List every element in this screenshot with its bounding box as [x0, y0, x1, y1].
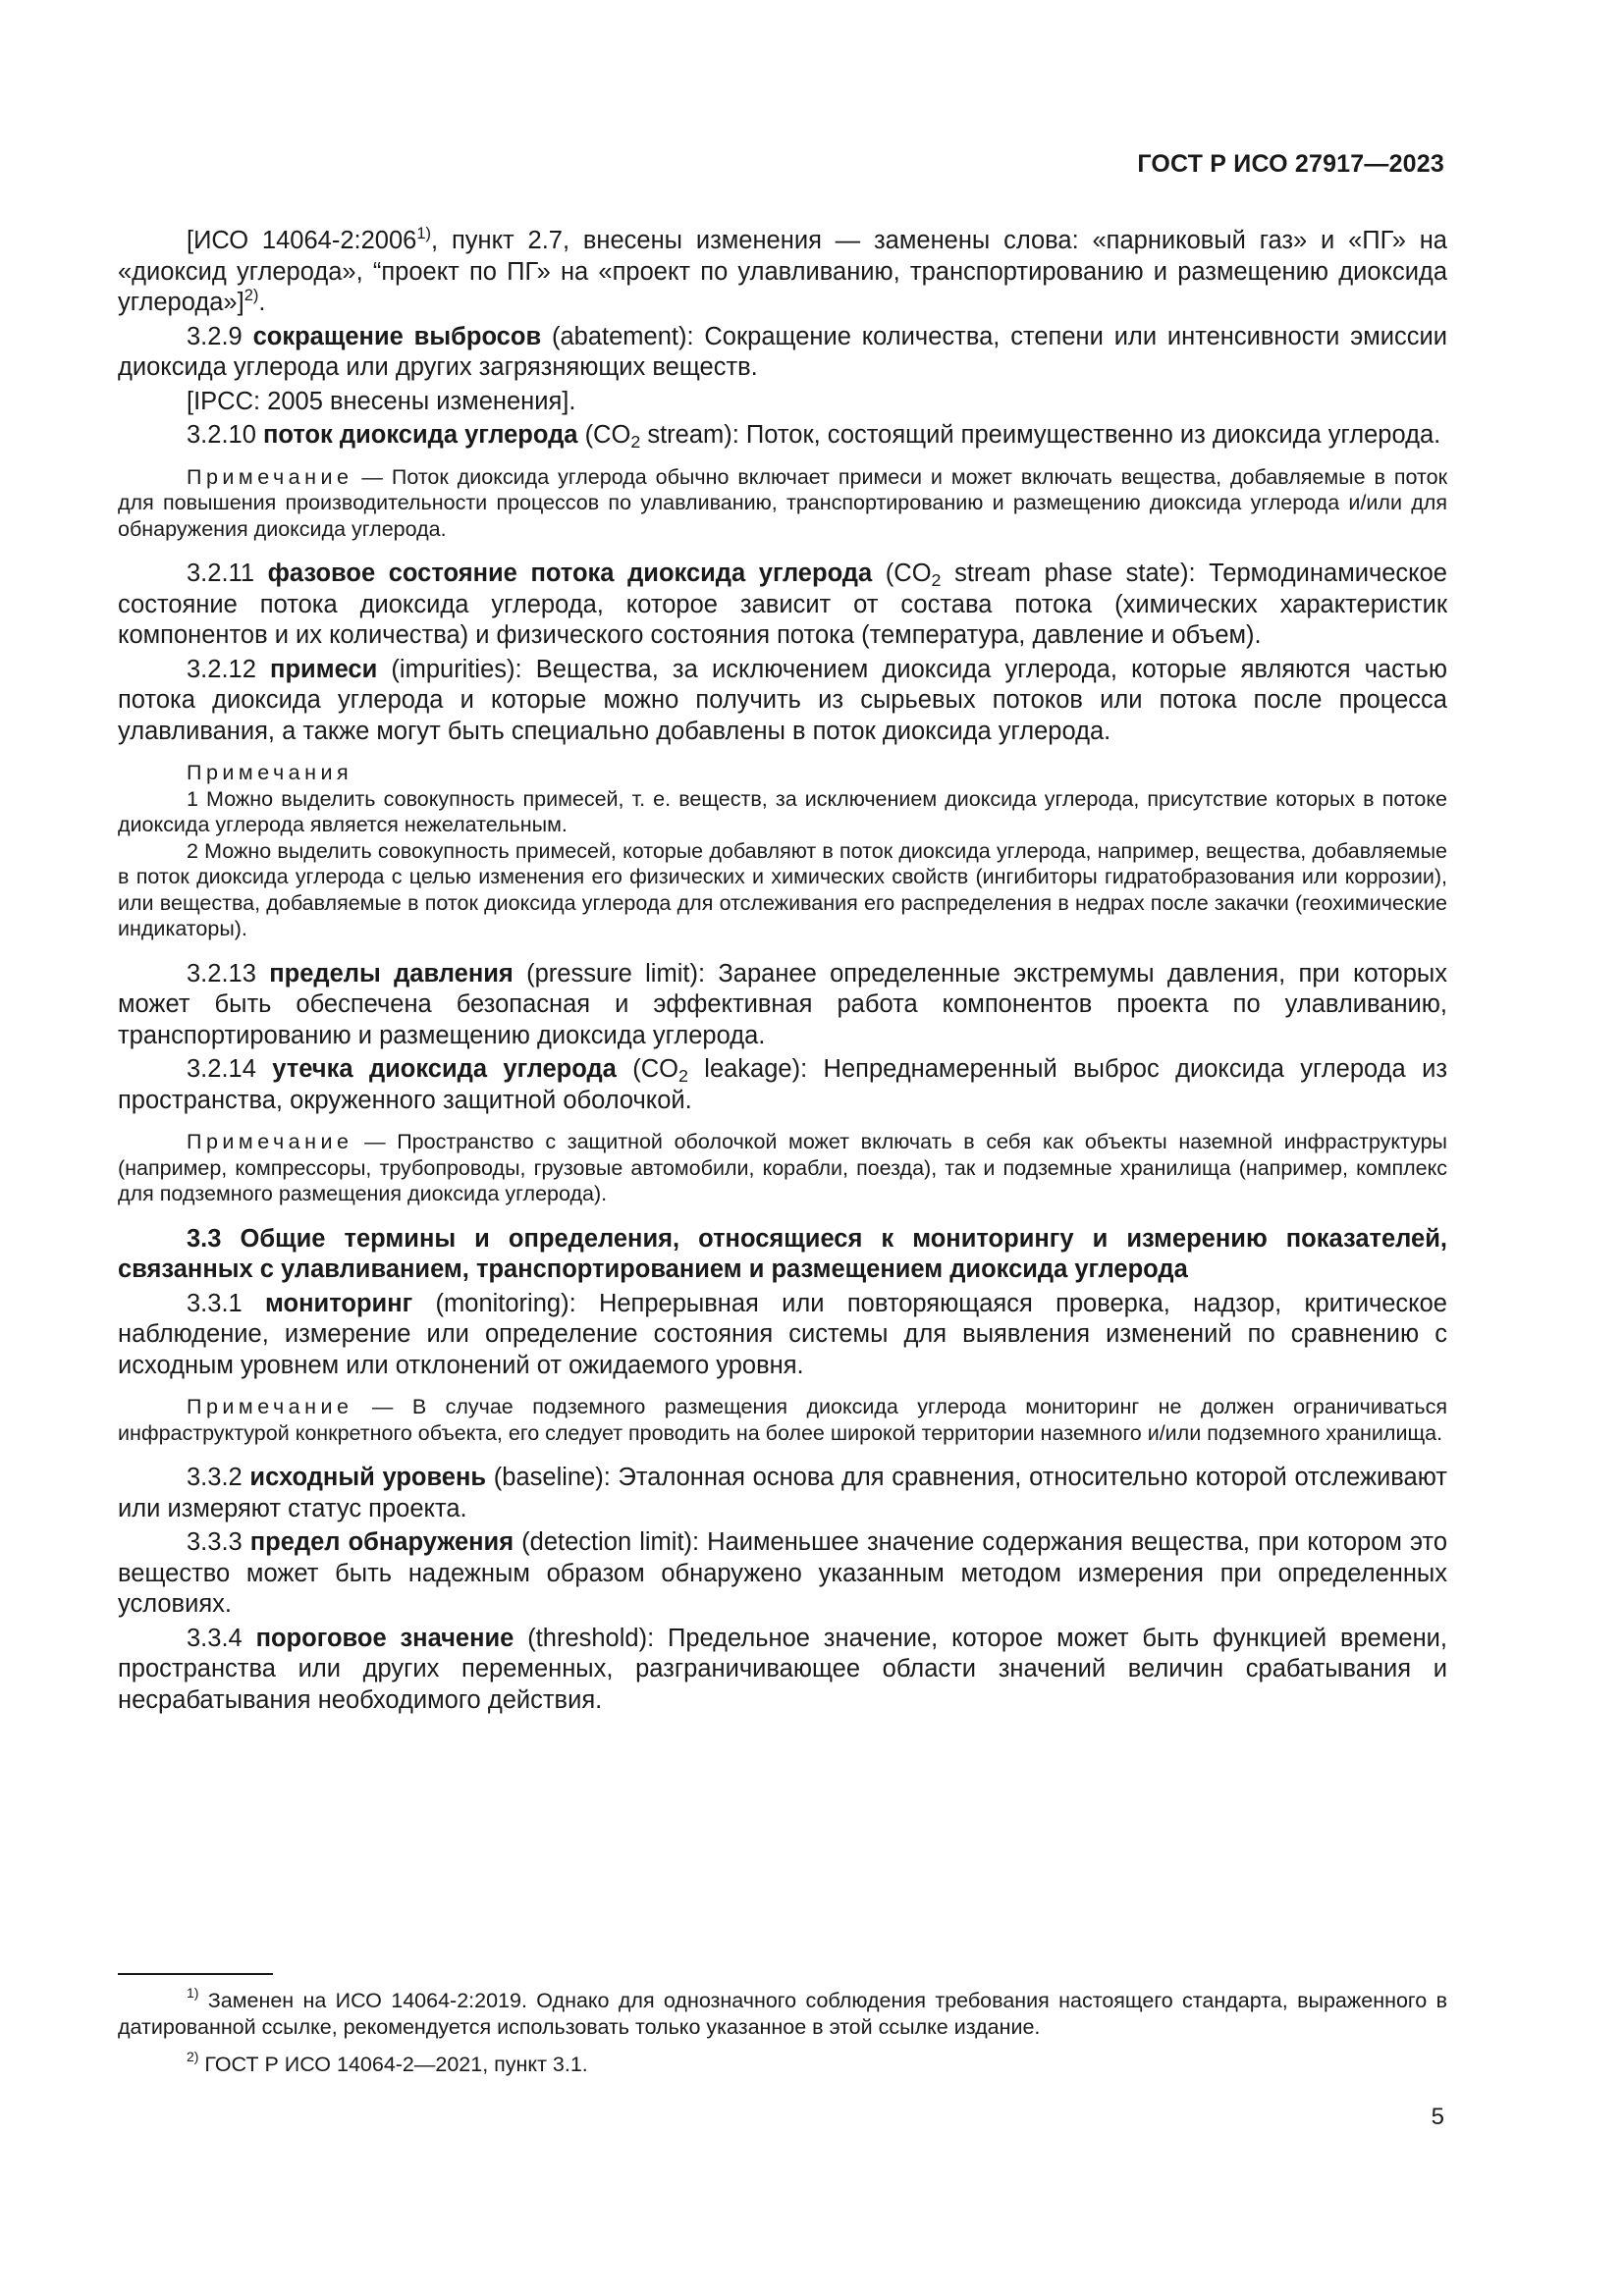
footnote-2: $^{2)}$ ГОСТ Р ИСО 14064-2—2021, пункт 3.1. — [187, 2049, 588, 2076]
citation-paragraph: [ИСО 14064-2:2006$^{1)}$, пункт 2.7, внесены изменения — заменены слова: «парниковый газ» и «ПГ» на «диоксид углерода», “проект по ПГ» на «проект по улавливанию, транспортированию и размещению диоксида углерода»]$^{2)}$. — [118, 224, 1447, 316]
notes-3-2-12 — [118, 760, 1447, 942]
document-header: ГОСТ Р ИСО 27917—2023 — [1137, 150, 1444, 178]
note-item-2: 2 Можно выделить совокупность примесей, которые добавляют в поток диоксида углерода, например, вещества, добавляемые в поток диоксида углерода с целью изменения его физических и химических свойств (ингибиторы гидратобразования или коррозии), или вещества, добавляемые в поток диоксида углерода для отслеживания его распределения в недрах после закачки (геохимические индикаторы). — [118, 838, 1447, 940]
term-3-2-9: 3.2.9 сокращение выбросов (abatement): Сокращение количества, степени или интенсивности эмиссии диоксида углерода или других загрязняющих веществ. — [118, 322, 1447, 381]
note-3-3-1: Примечание — В случае подземного размещения диоксида углерода мониторинг не должен ограничиваться инфраструктурой конкретного объекта, его следует проводить на более широкой территории наземного и/или подземного хранилища. — [118, 1395, 1447, 1445]
page-number: 5 — [1431, 2104, 1444, 2130]
document-body — [118, 226, 1447, 1719]
term-3-2-12: 3.2.12 примеси (impurities): Вещества, за исключением диоксида углерода, которые являются частью потока диоксида углерода и которые можно получить из сырьевых потоков или потока после процесса улавливания, а также могут быть специально добавлены в поток диоксида углерода. — [118, 655, 1447, 745]
footnote-divider — [118, 1973, 273, 1975]
section-heading-3-3: 3.3 Общие термины и определения, относящиеся к мониторингу и измерению показателей, связанных с улавливанием, транспортированием и размещением диоксида углерода — [118, 1224, 1447, 1283]
notes-label: Примечания — [187, 761, 353, 784]
term-3-3-1: 3.3.1 мониторинг (monitoring): Непрерывная или повторяющаяся проверка, надзор, критическое наблюдение, измерение или определение состояния системы для выявления изменений по сравнению с исходным уровнем или отклонений от ожидаемого уровня. — [118, 1289, 1447, 1379]
note-3-2-10: Примечание — Поток диоксида углерода обычно включает примеси и может включать вещества, добавляемые в поток для повышения производительности процессов по улавливанию, транспортированию и размещению диоксида углерода и/или для обнаружения диоксида углерода. — [118, 464, 1447, 541]
footnotes — [118, 1985, 1447, 2090]
term-3-3-4: 3.3.4 пороговое значение (threshold): Предельное значение, которое может быть функцией времени, пространства или других переменных, разграничивающее области значений величин срабатывания и несрабатывания необходимого действия. — [118, 1624, 1447, 1714]
note-item-1: 1 Можно выделить совокупность примесей, т. е. веществ, за исключением диоксида углерода, присутствие которых в потоке диоксида углерода является нежелательным. — [118, 786, 1447, 836]
term-3-2-14: 3.2.14 утечка диоксида углерода ($CO_2$ leakage): Непреднамеренный выброс диоксида углерода из пространства, окруженного защитной оболочкой. — [118, 1055, 1448, 1114]
ipcc-source: [IPCC: 2005 внесены изменения]. — [187, 387, 576, 415]
term-3-3-3: 3.3.3 предел обнаружения (detection limit): Наименьшее значение содержания вещества, при котором это вещество может быть надежным образом обнаружено указанным методом измерения при определенных условиях. — [118, 1528, 1447, 1618]
note-3-2-14: Примечание — Пространство с защитной оболочкой может включать в себя как объекты наземной инфраструктуры (например, компрессоры, трубопроводы, грузовые автомобили, корабли, поезда), так и подземные хранилища (например, комплекс для подземного размещения диоксида углерода). — [118, 1130, 1447, 1205]
term-3-2-10: 3.2.10 поток диоксида углерода ($CO_2$ stream): Поток, состоящий преимущественно из диоксида углерода. — [187, 421, 1441, 452]
term-3-2-11: 3.2.11 фазовое состояние потока диоксида углерода ($CO_2$ stream phase state): Термодинамическое состояние потока диоксида углерода, которое зависит от состава потока (химических характеристик компонентов и их количества) и физического состояния потока (температура, давление и объем). — [118, 560, 1447, 649]
footnote-1: $^{1)}$ Заменен на ИСО 14064-2:2019. Однако для однозначного соблюдения требования настоящего стандарта, выраженного в датированной ссылке, рекомендуется использовать только указанное в этой ссылке издание. — [118, 1985, 1447, 2039]
term-3-3-2: 3.3.2 исходный уровень (baseline): Эталонная основа для сравнения, относительно которой отслеживают или измеряют статус проекта. — [118, 1464, 1447, 1522]
term-3-2-13: 3.2.13 пределы давления (pressure limit): Заранее определенные экстремумы давления, при которых может быть обеспечена безопасная и эффективная работа компонентов проекта по улавливанию, транспортированию и размещению диоксида углерода. — [118, 959, 1447, 1049]
